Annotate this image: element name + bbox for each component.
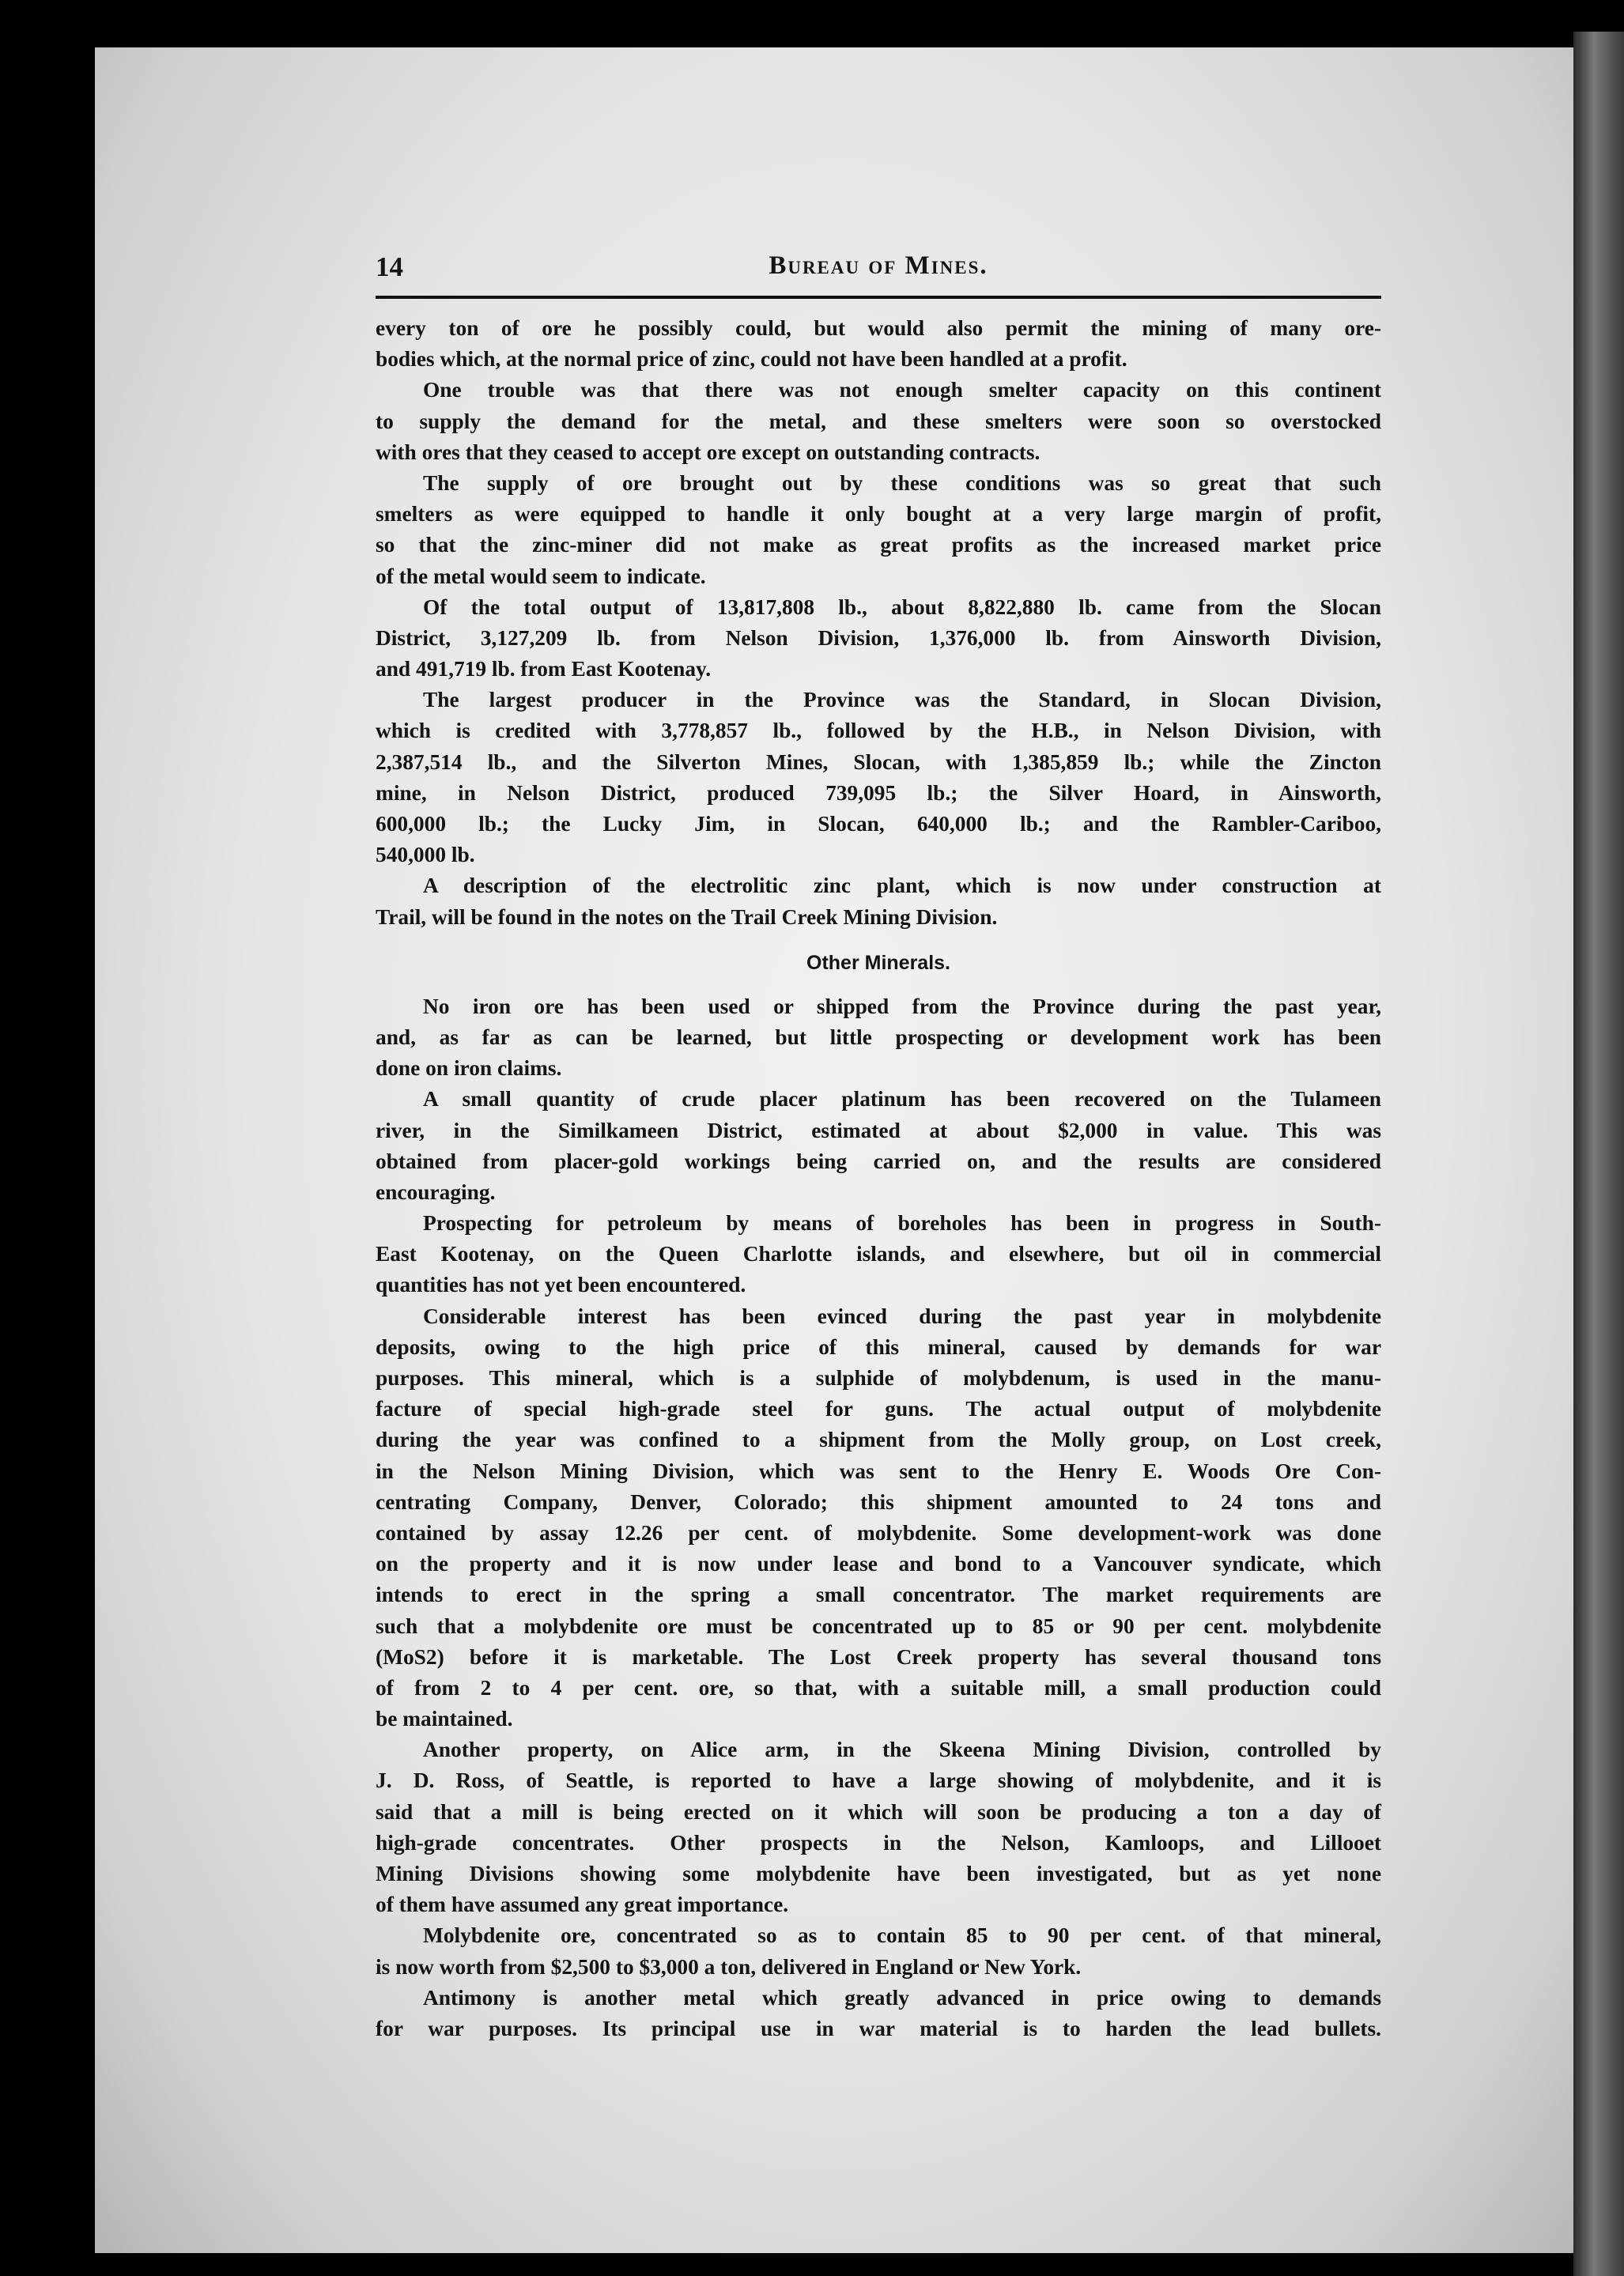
text-line: with ores that they ceased to accept ore except on outstanding contracts. xyxy=(376,440,1040,464)
paragraph xyxy=(376,592,1381,685)
paragraph xyxy=(376,991,1381,1085)
text-line: quantities has not yet been encountered. xyxy=(376,1273,746,1297)
text-line: of them have assumed any great importance. xyxy=(376,1893,789,1917)
text-line: Of the total output of 13,817,808 lb., about 8,822,880 lb. came from the Slocan xyxy=(423,594,1381,619)
text-line: Antimony is another metal which greatly advanced in price owing to demands xyxy=(423,1985,1381,2010)
text-line: The supply of ore brought out by these conditions was so great that such xyxy=(423,470,1381,495)
text-line: high-grade concentrates. Other prospects in the Nelson, Kamloops, and Lillooet xyxy=(376,1830,1381,1855)
text-line: bodies which, at the normal price of zinc, could not have been handled at a profit. xyxy=(376,347,1127,372)
text-line: Trail, will be found in the notes on the Trail Creek Mining Division. xyxy=(376,904,998,929)
running-head: Bureau of Mines. xyxy=(769,251,988,280)
section-heading-other-minerals: Other Minerals. xyxy=(806,951,950,974)
text-line: which is credited with 3,778,857 lb., followed by the H.B., in Nelson Division, with xyxy=(376,719,1381,743)
text-line: in the Nelson Mining Division, which was sent to the Henry E. Woods Ore Con- xyxy=(376,1459,1381,1483)
text-line: No iron ore has been used or shipped from the Province during the past year, xyxy=(423,994,1381,1018)
text-line: A description of the electrolitic zinc plant, which is now under construction at xyxy=(423,874,1381,898)
text-line: every ton of ore he possibly could, but would also permit the mining of many ore- xyxy=(376,316,1381,340)
text-line: East Kootenay, on the Queen Charlotte islands, and elsewhere, but oil in commercial xyxy=(376,1242,1381,1266)
text-line: on the property and it is now under lease and bond to a Vancouver syndicate, which xyxy=(376,1552,1381,1576)
text-line: Considerable interest has been evinced during the past year in molybdenite xyxy=(423,1304,1381,1328)
paragraph xyxy=(376,1301,1381,1735)
text-line: 2,387,514 lb., and the Silverton Mines, Slocan, with 1,385,859 lb.; while the Zincton xyxy=(376,749,1381,774)
text-line: river, in the Similkameen District, estimated at about $2,000 in value. This was xyxy=(376,1118,1381,1142)
text-line: purposes. This mineral, which is a sulphide of molybdenum, is used in the manu- xyxy=(376,1366,1381,1390)
text-line: for war purposes. Its principal use in war material is to harden the lead bullets. xyxy=(376,2016,1381,2040)
text-line: said that a mill is being erected on it which will soon be producing a ton a day of xyxy=(376,1799,1381,1824)
text-line: during the year was confined to a shipment from the Molly group, on Lost creek, xyxy=(376,1428,1381,1452)
text-line: District, 3,127,209 lb. from Nelson Division, 1,376,000 lb. from Ainsworth Division, xyxy=(376,625,1381,650)
text-line: contained by assay 12.26 per cent. of molybdenite. Some development-work was done xyxy=(376,1520,1381,1545)
text-line: The largest producer in the Province was the Standard, in Slocan Division, xyxy=(423,688,1381,712)
text-line: Molybdenite ore, concentrated so as to contain 85 to 90 per cent. of that mineral, xyxy=(423,1923,1381,1948)
text-line: intends to erect in the spring a small concentrator. The market requirements are xyxy=(376,1583,1381,1607)
text-line: Mining Divisions showing some molybdenite have been investigated, but as yet none xyxy=(376,1862,1381,1885)
text-line: and 491,719 lb. from East Kootenay. xyxy=(376,657,712,681)
text-line: One trouble was that there was not enough smelter capacity on this continent xyxy=(423,378,1381,402)
paragraph xyxy=(376,375,1381,468)
text-line: of the metal would seem to indicate. xyxy=(376,564,706,588)
paragraph xyxy=(376,1983,1381,2044)
text-line: facture of special high-grade steel for guns. The actual output of molybdenite xyxy=(376,1397,1381,1421)
text-line: Prospecting for petroleum by means of boreholes has been in progress in South- xyxy=(423,1211,1381,1236)
text-line: such that a molybdenite ore must be concentrated up to 85 or 90 per cent. molybdenite xyxy=(376,1614,1381,1638)
text-line: centrating Company, Denver, Colorado; this shipment amounted to 24 tons and xyxy=(376,1489,1381,1514)
document-page xyxy=(376,251,1381,2044)
body-text-other-minerals xyxy=(376,991,1381,2044)
text-line: be maintained. xyxy=(376,1707,513,1731)
text-line: 600,000 lb.; the Lucky Jim, in Slocan, 640,000 lb.; and the Rambler-Cariboo, xyxy=(376,812,1381,836)
text-line: of from 2 to 4 per cent. ore, so that, with a suitable mill, a small production could xyxy=(376,1675,1381,1700)
text-line: and, as far as can be learned, but little prospecting or development work has been xyxy=(376,1025,1381,1049)
paragraph xyxy=(376,1084,1381,1208)
text-line: deposits, owing to the high price of this mineral, caused by demands for war xyxy=(376,1334,1381,1359)
text-line: is now worth from $2,500 to $3,000 a ton, delivered in England or New York. xyxy=(376,1954,1082,1979)
paragraph xyxy=(376,870,1381,932)
paragraph xyxy=(376,1920,1381,1982)
paragraph xyxy=(376,1208,1381,1301)
text-line: J. D. Ross, of Seattle, is reported to have a large showing of molybdenite, and it is xyxy=(376,1768,1381,1793)
text-line: obtained from placer-gold workings being carried on, and the results are considered xyxy=(376,1149,1381,1173)
header-rule xyxy=(376,296,1381,299)
paragraph xyxy=(376,468,1381,592)
text-line: (MoS2) before it is marketable. The Lost Creek property has several thousand tons xyxy=(376,1644,1381,1669)
text-line: smelters as were equipped to handle it only bought at a very large margin of profit, xyxy=(376,502,1381,527)
text-line: to supply the demand for the metal, and these smelters were soon so overstocked xyxy=(376,409,1381,433)
body-text-zinc xyxy=(376,313,1381,933)
paragraph xyxy=(376,685,1381,870)
text-line: so that the zinc-miner did not make as great profits as the increased market price xyxy=(376,533,1381,557)
page-header xyxy=(376,251,1381,296)
paragraph xyxy=(376,313,1381,375)
text-line: Another property, on Alice arm, in the Skeena Mining Division, controlled by xyxy=(423,1738,1381,1762)
text-line: done on iron claims. xyxy=(376,1056,562,1081)
paragraph xyxy=(376,1734,1381,1920)
text-line: 540,000 lb. xyxy=(376,843,475,867)
page-number: 14 xyxy=(376,251,403,282)
text-line: mine, in Nelson District, produced 739,095 lb.; the Silver Hoard, in Ainsworth, xyxy=(376,780,1381,805)
text-line: A small quantity of crude placer platinum has been recovered on the Tulameen xyxy=(423,1087,1381,1112)
scanned-page-edge xyxy=(1573,32,1624,2276)
text-line: encouraging. xyxy=(376,1180,496,1204)
